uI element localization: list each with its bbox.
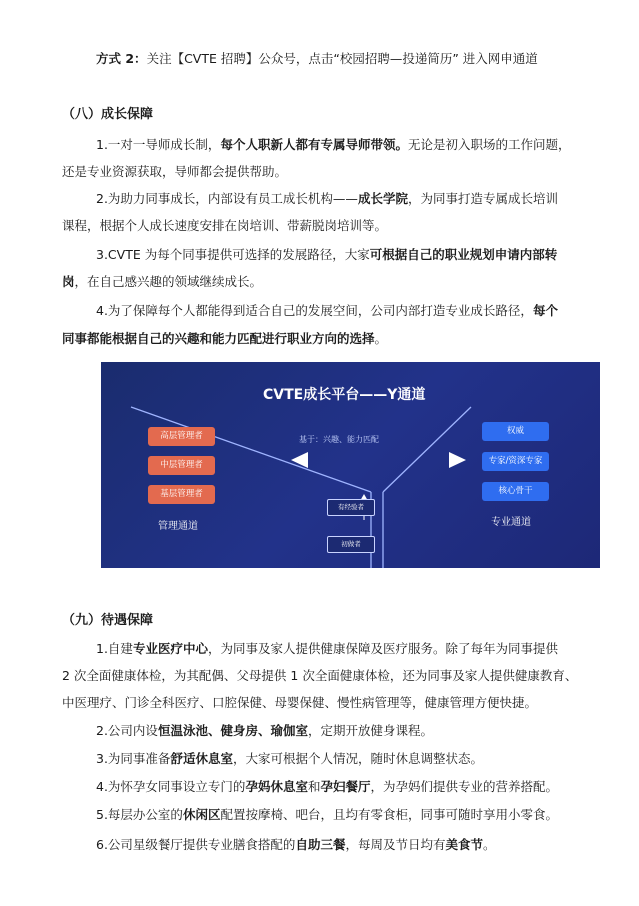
s9-p4-c: 和 — [307, 779, 321, 794]
s9-p4-e: ，为孕妈们提供专业的营养搭配。 — [370, 779, 558, 794]
pro-box-expert: 专家/资深专家 — [482, 452, 549, 471]
mgmt-box-junior: 基层管理者 — [148, 485, 215, 504]
s9-p2-b: 恒温泳池、健身房、瑜伽室 — [157, 723, 308, 738]
center-experienced-box: 有经验者 — [327, 499, 375, 516]
s9-p5-a: 5.每层办公室的 — [96, 807, 183, 822]
s8-p3-a: 3.CVTE 为每个同事提供可选择的发展路径，大家 — [96, 247, 370, 262]
double-arrow-left-head — [291, 452, 308, 468]
s8-p2-line2: 课程，根据个人成长速度安排在岗培训、带薪脱岗培训等。 — [62, 218, 388, 233]
s8-p3-line2-c: ，在自己感兴趣的领域继续成长。 — [74, 274, 263, 289]
pro-box-authority: 权威 — [482, 422, 549, 441]
s9-p2-a: 2.公司内设 — [96, 723, 158, 738]
s8-p4-line2-c: 。 — [374, 331, 388, 346]
s8-p2-line1 — [96, 190, 558, 208]
double-arrow-right-head — [449, 452, 466, 468]
s8-p1-b: 每个人职新人都有专属导师带领。 — [220, 137, 408, 152]
method2-line — [96, 50, 538, 68]
s8-p2-a: 2.为助力同事成长，内部设有员工成长机构—— — [96, 191, 358, 206]
s9-p6-e: 。 — [482, 837, 496, 852]
s9-p4-a: 4.为怀孕女同事设立专门的 — [96, 779, 246, 794]
s8-p4-line2 — [62, 330, 387, 348]
s9-p2-c: ，定期开放健身课程。 — [307, 723, 433, 738]
s9-p1-line2: 2 次全面健康体检，为其配偶、父母提供 1 次全面健康体检，还为同事及家人提供健康教育、 — [62, 668, 578, 683]
y-left-line — [131, 407, 371, 492]
s9-p5-c: 配置按摩椅、吧台，且均有零食柜，同事可随时享用小零食。 — [220, 807, 558, 822]
s8-p3-line2 — [62, 273, 262, 291]
s9-p6-a: 6.公司星级餐厅提供专业膳食搭配的 — [96, 837, 296, 852]
s9-p6 — [96, 836, 496, 854]
s8-p1-line1 — [96, 136, 570, 154]
s9-p2 — [96, 722, 433, 740]
s8-p4-a: 4.为了保障每个人都能得到适合自己的发展空间，公司内部打造专业成长路径， — [96, 303, 533, 318]
pro-box-core: 核心骨干 — [482, 482, 549, 501]
s9-p6-b: 自助三餐 — [295, 837, 346, 852]
s8-p1-line2: 还是专业资源获取，导师都会提供帮助。 — [62, 164, 288, 179]
s8-p4-line1 — [96, 302, 558, 320]
s9-p1-line3: 中医理疗、门诊全科医疗、口腔保健、母婴保健、慢性病管理等，健康管理方便快捷。 — [62, 695, 538, 710]
s9-p3-b: 舒适休息室 — [170, 751, 233, 766]
s9-p4-d: 孕妇餐厅 — [320, 779, 371, 794]
mgmt-box-senior: 高层管理者 — [148, 427, 215, 446]
s9-p6-d: 美食节 — [445, 837, 483, 852]
diagram-basis: 基于：兴趣、能力匹配 — [299, 435, 379, 444]
s9-p3 — [96, 750, 483, 768]
pro-channel-label: 专业通道 — [491, 517, 531, 528]
method2-text: 关注【CVTE 招聘】公众号，点击“校园招聘—投递简历” 进入网申通道 — [146, 51, 538, 66]
s9-p1-line1 — [96, 640, 558, 658]
s8-p4-line2-b: 同事都能根据自己的兴趣和能力匹配进行职业方向的选择 — [62, 331, 375, 346]
s9-p4-b: 孕妈休息室 — [245, 779, 308, 794]
s9-p1-a: 1.自建 — [96, 641, 133, 656]
s8-p4-b: 每个 — [532, 303, 558, 318]
s9-p3-a: 3.为同事准备 — [96, 751, 171, 766]
s8-p2-c: ，为同事打造专属成长培训 — [407, 191, 558, 206]
mgmt-box-middle: 中层管理者 — [148, 456, 215, 475]
method2-label: 方式 2： — [96, 51, 147, 66]
s9-p1-c: ，为同事及家人提供健康保障及医疗服务。除了每年为同事提供 — [207, 641, 558, 656]
center-beginner-box: 初做者 — [327, 536, 375, 553]
s8-p1-c: 无论是初入职场的工作问题， — [407, 137, 571, 152]
mgmt-channel-label: 管理通道 — [158, 521, 198, 532]
s9-p1-b: 专业医疗中心 — [132, 641, 208, 656]
s8-p1-a: 1.一对一导师成长制， — [96, 137, 221, 152]
section8-heading: （八）成长保障 — [62, 107, 154, 122]
section9-heading: （九）待遇保障 — [62, 613, 154, 628]
s9-p6-c: ，每周及节日均有 — [345, 837, 446, 852]
s9-p4 — [96, 778, 558, 796]
y-right-line — [383, 407, 471, 492]
s9-p5-b: 休闲区 — [182, 807, 221, 822]
s8-p3-line2-b: 岗 — [62, 274, 75, 289]
s9-p3-c: ，大家可根据个人情况，随时休息调整状态。 — [232, 751, 483, 766]
s9-p5 — [96, 806, 558, 824]
s8-p3-line1 — [96, 246, 557, 264]
s8-p2-b: 成长学院 — [357, 191, 408, 206]
s8-p3-b: 可根据自己的职业规划申请内部转 — [369, 247, 558, 262]
diagram-title: CVTE成长平台——Y通道 — [263, 387, 426, 403]
y-channel-diagram — [101, 362, 600, 568]
